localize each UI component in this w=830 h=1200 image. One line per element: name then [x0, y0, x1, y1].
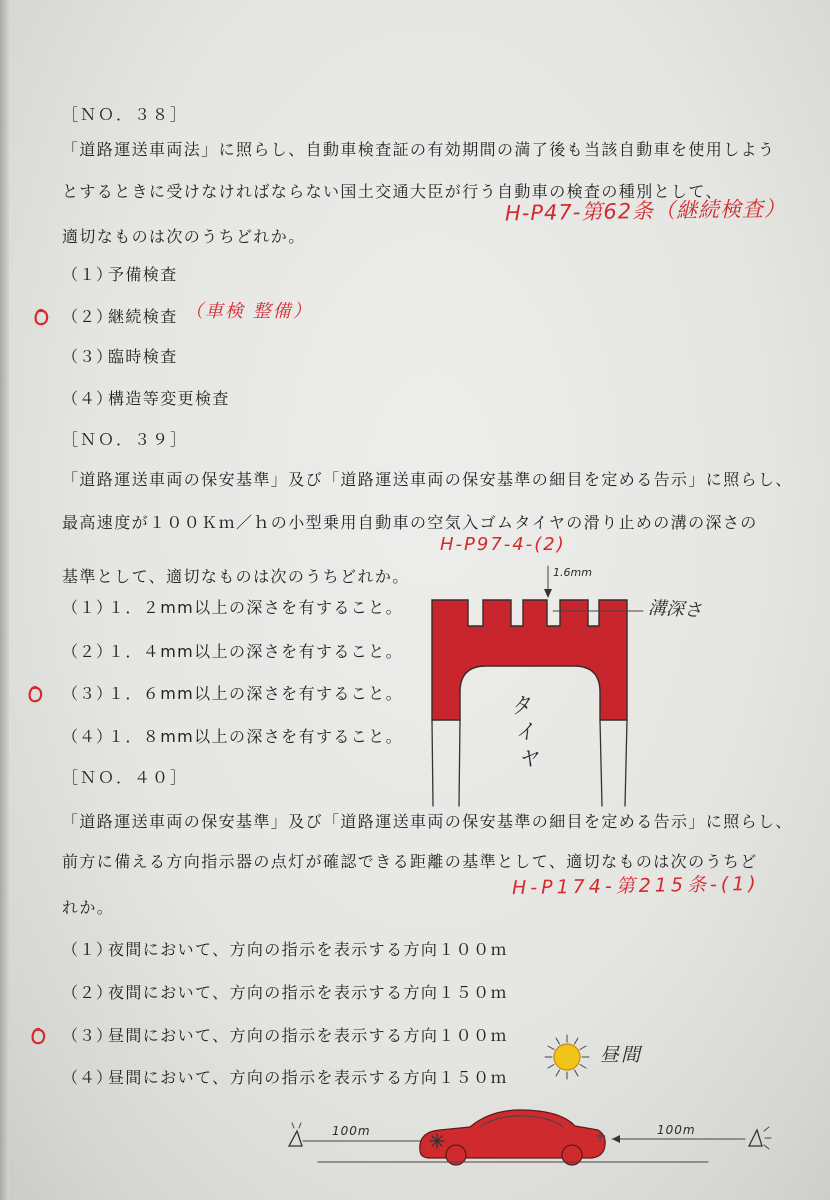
distance-label-right: 100m — [657, 1123, 696, 1137]
option-label: （１） — [62, 598, 114, 617]
option-label: （２） — [62, 642, 114, 661]
question-stem-line: 基準として、適切なものは次のうちどれか。 — [62, 567, 410, 586]
q38-option2-note: （車検 整備） — [185, 301, 313, 322]
option-text: 昼間において、方向の指示を表示する方向１５０ｍ — [108, 1068, 508, 1087]
option-label: （４） — [62, 727, 114, 746]
option-row — [62, 727, 762, 747]
option-text: 夜間において、方向の指示を表示する方向１００ｍ — [108, 940, 508, 959]
headlight-burst — [430, 1134, 444, 1148]
option-label: （３） — [62, 1026, 114, 1045]
option-text: 昼間において、方向の指示を表示する方向１００ｍ — [108, 1026, 508, 1045]
tire-groove-label: 溝深さ — [647, 597, 703, 622]
question-stem-line: れか。 — [62, 898, 115, 917]
circle-mark-icon — [30, 1026, 46, 1046]
option-text: １．６mm以上の深さを有すること。 — [108, 684, 403, 703]
distance-arrow-head — [612, 1135, 620, 1143]
option-label: （２） — [62, 307, 114, 326]
tire-depth-label: 1.6mm — [553, 566, 592, 579]
option-row — [62, 642, 762, 662]
circle-mark-icon — [27, 684, 43, 704]
question-stem-line: 適切なものは次のうちどれか。 — [62, 227, 306, 246]
option-row — [62, 389, 762, 409]
option-label: （３） — [62, 347, 114, 366]
option-label: （２） — [62, 983, 114, 1002]
sun-label: 昼間 — [600, 1044, 643, 1066]
question-stem-line: 最高速度が１００Ｋｍ／ｈの小型乗用自動車の空気入ゴムタイヤの滑り止めの溝の深さの — [62, 513, 758, 532]
question-stem-line: 「道路運送車両の保安基準」及び「道路運送車両の保安基準の細目を定める告示」に照らし、 — [62, 812, 793, 831]
question-number: ［ＮＯ．３９］ — [62, 430, 189, 449]
q39-reference-note: H-P97-4-(2) — [440, 534, 566, 555]
depth-arrow-head — [544, 589, 552, 598]
q40-reference-note: H-P174-第215条-(1) — [511, 872, 760, 900]
question-stem-line: 「道路運送車両の保安基準」及び「道路運送車両の保安基準の細目を定める告示」に照らし、 — [62, 470, 793, 489]
option-row — [62, 940, 762, 960]
q38-reference-note: H-P47-第62条（継続検査） — [504, 196, 787, 226]
option-text: 臨時検査 — [108, 347, 178, 366]
option-text: 継続検査 — [108, 307, 178, 326]
option-text: １．４mm以上の深さを有すること。 — [108, 642, 403, 661]
question-stem-line: 「道路運送車両法」に照らし、自動車検査証の有効期間の満了後も当該自動車を使用しよう — [62, 140, 776, 159]
option-row — [62, 307, 762, 327]
option-row — [62, 1026, 762, 1046]
option-label: （３） — [62, 684, 114, 703]
question-stem-line: とするときに受けなければならない国土交通大臣が行う自動車の検査の種別として、 — [62, 182, 723, 201]
question-number: ［ＮＯ．３８］ — [62, 105, 189, 124]
option-label: （１） — [62, 265, 114, 284]
option-label: （４） — [62, 389, 114, 408]
option-row — [62, 265, 762, 285]
option-row — [62, 983, 762, 1003]
option-row — [62, 347, 762, 367]
option-text: １．２mm以上の深さを有すること。 — [108, 598, 403, 617]
option-text: 構造等変更検査 — [108, 389, 230, 408]
lamp-icon — [289, 1123, 302, 1146]
option-text: 予備検査 — [108, 265, 178, 284]
distance-label-left: 100m — [332, 1124, 371, 1138]
option-text: 夜間において、方向の指示を表示する方向１５０ｍ — [108, 983, 508, 1002]
option-text: １．８mm以上の深さを有すること。 — [108, 727, 403, 746]
question-number: ［ＮＯ．４０］ — [62, 768, 189, 787]
option-label: （１） — [62, 940, 114, 959]
tire-label: タイヤ — [506, 692, 542, 777]
question-stem-line: 前方に備える方向指示器の点灯が確認できる距離の基準として、適切なものは次のうちど — [62, 852, 758, 871]
car-icon — [420, 1110, 605, 1165]
lamp-icon — [749, 1127, 771, 1149]
option-row — [62, 684, 762, 704]
circle-mark-icon — [33, 307, 49, 327]
option-row — [62, 1068, 762, 1088]
option-label: （４） — [62, 1068, 114, 1087]
